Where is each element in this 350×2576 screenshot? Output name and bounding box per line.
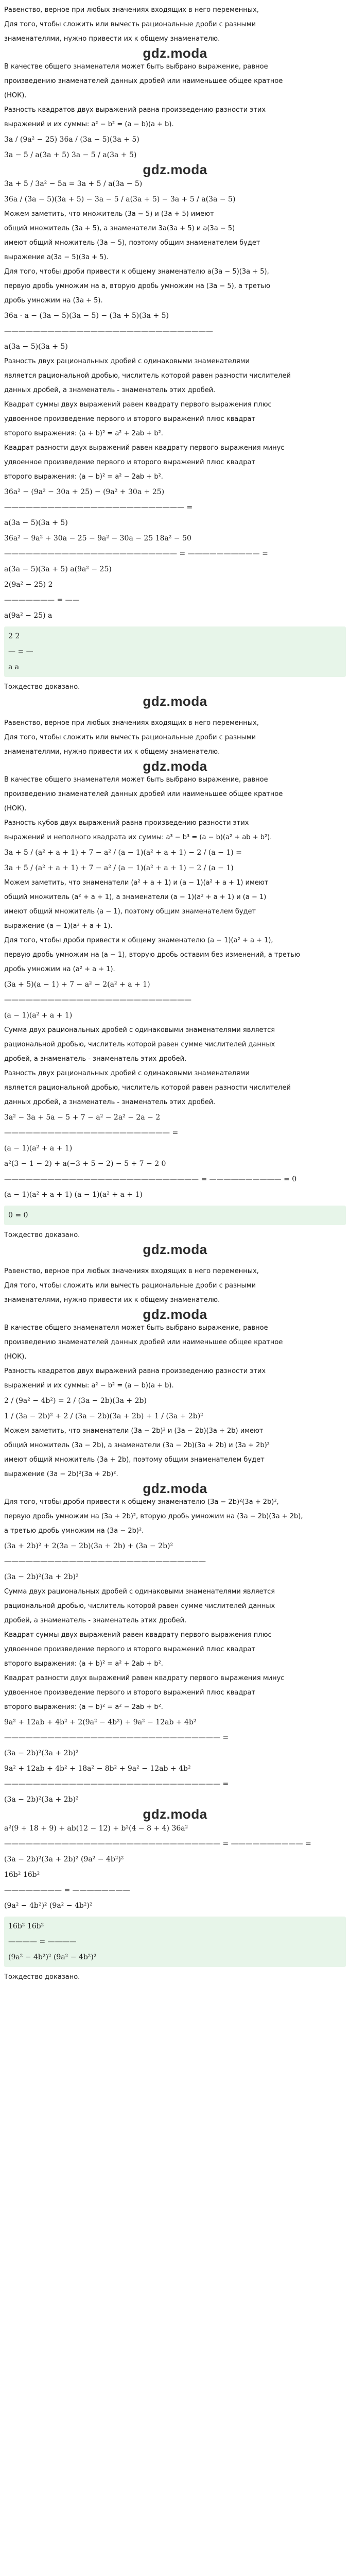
result-box: [4, 1206, 346, 1225]
explain-line: удвоенное произведение первого и второго выражений плюс квадрат: [4, 459, 256, 466]
math-line: ————————————————————————————: [4, 1557, 206, 1566]
explain-line: рациональной дробью, числитель которой равен сумме числителей данных: [4, 1602, 275, 1610]
result-line: (9a² − 4b²)² (9a² − 4b²)²: [8, 1953, 97, 1961]
math-line: 36a² − 9a² + 30a − 25 − 9a² − 30a − 25 18a² − 50: [4, 534, 191, 543]
math-line: 3a − 5 / a(3a + 5) 3a − 5 / a(3a + 5): [4, 151, 137, 159]
intro-line: Разность квадратов двух выражений равна произведению разности этих: [4, 106, 266, 114]
result-box: [4, 626, 346, 677]
intro-line: В качестве общего знаменателя может быть выбрано выражение, равное: [4, 63, 268, 71]
intro-line: В качестве общего знаменателя может быть выбрано выражение, равное: [4, 1324, 268, 1332]
explain-line: Разность двух рациональных дробей с одинаковыми знаменателями: [4, 358, 250, 365]
intro-line: знаменателями, нужно привести их к общему знаменателю.: [4, 748, 220, 756]
math-line: ——————— = ——: [4, 596, 80, 604]
intro-line: Равенство, верное при любых значениях входящих в него переменных,: [4, 719, 259, 727]
math-line: 16b² 16b²: [4, 1871, 40, 1879]
explain-line: Для того, чтобы дроби привести к общему знаменателю (a − 1)(a² + a + 1),: [4, 937, 273, 944]
explain-line: дробь умножим на (a² + a + 1).: [4, 965, 115, 973]
math-line: 9a² + 12ab + 4b² + 18a² − 8b² + 9a² − 12ab + 4b²: [4, 1765, 191, 1773]
explain-line: имеют общий множитель (a − 1), поэтому общим знаменателем будет: [4, 908, 256, 916]
explain-line: общий множитель (3a − 2b), а знаменатели (3a − 2b)(3a + 2b) и (3a + 2b)²: [4, 1442, 270, 1449]
intro-line: выражений и неполного квадрата их суммы: a³ − b³ = (a − b)(a² + ab + b²).: [4, 834, 272, 841]
intro-line: Для того, чтобы сложить или вычесть рациональные дроби с разными: [4, 21, 256, 28]
math-line: a(9a² − 25) a: [4, 612, 52, 620]
math-line: 36a · a − (3a − 5)(3a − 5) − (3a + 5)(3a + 5): [4, 312, 169, 320]
explain-line: выражение a(3a − 5)(3a + 5).: [4, 253, 109, 261]
math-line: ——————————————————————————: [4, 996, 191, 1004]
math-line: —————————————————————————————— =: [4, 1780, 229, 1788]
solution-section-1: [4, 3, 346, 708]
explain-line: имеют общий множитель (3a − 5), поэтому общим знаменателем будет: [4, 239, 260, 247]
explain-line: второго выражения: (a − b)² = a² − 2ab + b².: [4, 1703, 163, 1711]
result-line: a a: [8, 663, 20, 671]
result-line: ———— = ————: [8, 1938, 77, 1946]
explain-line: рациональной дробью, числитель которой равен сумме числителей данных: [4, 1041, 275, 1048]
math-line: a(3a − 5)(3a + 5): [4, 519, 68, 527]
explain-line: первую дробь умножим на (a − 1), вторую дробь оставим без изменений, а третью: [4, 951, 301, 959]
explain-line: Для того, чтобы дроби привести к общему знаменателю (3a − 2b)²(3a + 2b)²,: [4, 1498, 279, 1506]
intro-line: знаменателями, нужно привести их к общему знаменателю.: [4, 1296, 220, 1304]
explain-line: дробей, а знаменатель - знаменатель этих дробей.: [4, 1617, 187, 1624]
explain-line: общий множитель (a² + a + 1), а знаменатели (a − 1)(a² + a + 1) и (a − 1): [4, 893, 267, 901]
math-line: (3a − 2b)²(3a + 2b)²: [4, 1573, 79, 1581]
explain-line: Сумма двух рациональных дробей с одинаковыми знаменателями является: [4, 1588, 275, 1596]
intro-line: Равенство, верное при любых значениях входящих в него переменных,: [4, 1267, 259, 1275]
explain-line: дробей, а знаменатель - знаменатель этих дробей.: [4, 1055, 187, 1063]
math-line: —————————————————————————————: [4, 327, 213, 335]
explain-line: удвоенное произведение первого и второго выражений плюс квадрат: [4, 415, 256, 423]
math-line: 1 / (3a − 2b)² + 2 / (3a − 2b)(3a + 2b) + 1 / (3a + 2b)²: [4, 1412, 203, 1420]
result-line: — = —: [8, 648, 33, 656]
math-line: 36a² − (9a² − 30a + 25) − (9a² + 30a + 25): [4, 488, 165, 496]
explain-line: является рациональной дробью, числитель которой равен разности числителей: [4, 372, 291, 380]
conclusion: Тождество доказано.: [4, 683, 80, 691]
conclusion: Тождество доказано.: [4, 1231, 80, 1239]
math-line: (a − 1)(a² + a + 1) (a − 1)(a² + a + 1): [4, 1191, 143, 1199]
watermark: gdz.moda: [143, 45, 207, 61]
math-line: 3a + 5 / (a² + a + 1) + 7 − a² / (a − 1)(a² + a + 1) − 2 / (a − 1) =: [4, 849, 242, 857]
math-line: ———————————————————————— = —————————— =: [4, 550, 268, 558]
math-line: (3a + 5)(a − 1) + 7 − a² − 2(a² + a + 1): [4, 980, 150, 989]
conclusion: Тождество доказано.: [4, 1973, 80, 1981]
math-line: (3a − 2b)²(3a + 2b)²: [4, 1749, 79, 1757]
math-line: (a − 1)(a² + a + 1): [4, 1144, 73, 1153]
math-line: —————————————————————————————— =: [4, 1734, 229, 1742]
math-line: 36a / (3a − 5)(3a + 5) − 3a − 5 / a(3a + 5) − 3a + 5 / a(3a − 5): [4, 195, 236, 204]
explain-line: первую дробь умножим на a, вторую дробь умножим на (3a − 5), а третью: [4, 282, 271, 290]
explain-line: Разность двух рациональных дробей с одинаковыми знаменателями: [4, 1070, 250, 1077]
intro-line: произведению знаменателей данных дробей или наименьшее общее кратное: [4, 790, 283, 798]
watermark: gdz.moda: [143, 693, 207, 709]
math-line: a²(3 − 1 − 2) + a(−3 + 5 − 2) − 5 + 7 − 2 0: [4, 1160, 166, 1168]
explain-line: выражение (3a − 2b)²(3a + 2b)².: [4, 1470, 118, 1478]
explain-line: а третью дробь умножим на (3a − 2b)².: [4, 1527, 144, 1535]
explain-line: Квадрат разности двух выражений равен квадрату первого выражения минус: [4, 444, 285, 452]
watermark: gdz.moda: [143, 758, 207, 774]
result-line: 2 2: [8, 632, 20, 640]
watermark: gdz.moda: [143, 161, 207, 177]
intro-line: произведению знаменателей данных дробей или наименьшее общее кратное: [4, 1338, 283, 1346]
explain-line: дробь умножим на (3a + 5).: [4, 297, 103, 304]
explain-line: удвоенное произведение первого и второго выражений плюс квадрат: [4, 1689, 256, 1697]
math-line: 2(9a² − 25) 2: [4, 581, 53, 589]
intro-line: (НОК).: [4, 92, 27, 99]
intro-line: Для того, чтобы сложить или вычесть рациональные дроби с разными: [4, 734, 256, 741]
explain-line: удвоенное произведение первого и второго выражений плюс квадрат: [4, 1646, 256, 1653]
intro-line: знаменателями, нужно привести их к общему знаменателю.: [4, 35, 220, 43]
math-line: 3a + 5 / 3a² − 5a = 3a + 5 / a(3a − 5): [4, 180, 143, 188]
explain-line: второго выражения: (a − b)² = a² − 2ab + b².: [4, 473, 163, 481]
explain-line: Можем заметить, что множитель (3a − 5) и (3a + 5) имеют: [4, 210, 214, 218]
math-line: (a − 1)(a² + a + 1): [4, 1011, 73, 1020]
math-line: a(3a − 5)(3a + 5): [4, 343, 68, 351]
math-line: (3a + 2b)² + 2(3a − 2b)(3a + 2b) + (3a − 2b)²: [4, 1542, 173, 1550]
intro-line: В качестве общего знаменателя может быть выбрано выражение, равное: [4, 776, 268, 784]
watermark: gdz.moda: [143, 1806, 207, 1822]
intro-line: Разность кубов двух выражений равна произведению разности этих: [4, 819, 249, 827]
explain-line: второго выражения: (a + b)² = a² + 2ab + b².: [4, 430, 163, 437]
math-line: 2 / (9a² − 4b²) = 2 / (3a − 2b)(3a + 2b): [4, 1397, 147, 1405]
explain-line: Для того, чтобы дроби привести к общему знаменателю a(3a − 5)(3a + 5),: [4, 268, 269, 276]
intro-line: (НОК).: [4, 805, 27, 812]
math-line: (3a − 2b)²(3a + 2b)² (9a² − 4b²)²: [4, 1855, 124, 1863]
explain-line: является рациональной дробью, числитель которой равен разности числителей: [4, 1084, 291, 1092]
explain-line: Можем заметить, что знаменатели (3a − 2b)² и (3a − 2b)(3a + 2b) имеют: [4, 1427, 264, 1435]
explain-line: данных дробей, а знаменатель - знаменатель этих дробей.: [4, 1098, 216, 1106]
watermark: gdz.moda: [143, 1241, 207, 1257]
explain-line: общий множитель (3a + 5), а знаменатели 3a(3a + 5) и a(3a − 5): [4, 225, 235, 232]
math-line: (9a² − 4b²)² (9a² − 4b²)²: [4, 1902, 93, 1910]
result-box: [4, 1917, 346, 1967]
explain-line: второго выражения: (a + b)² = a² + 2ab + b².: [4, 1660, 163, 1668]
solution-section-3: [4, 1264, 346, 1985]
math-line: 3a / (9a² − 25) 36a / (3a − 5)(3a + 5): [4, 135, 139, 144]
intro-line: Для того, чтобы сложить или вычесть рациональные дроби с разными: [4, 1282, 256, 1290]
math-line: a(3a − 5)(3a + 5) a(9a² − 25): [4, 565, 112, 573]
watermark: gdz.moda: [143, 1480, 207, 1496]
result-line: 16b² 16b²: [8, 1922, 44, 1930]
intro-line: произведению знаменателей данных дробей или наименьшее общее кратное: [4, 77, 283, 85]
math-line: a²(9 + 18 + 9) + ab(12 − 12) + b²(4 − 8 + 4) 36a²: [4, 1824, 188, 1833]
explain-line: данных дробей, а знаменатель - знаменатель этих дробей.: [4, 386, 216, 394]
explain-line: Квадрат разности двух выражений равен квадрату первого выражения минус: [4, 1674, 285, 1682]
solution-section-2: [4, 716, 346, 1256]
intro-line: Разность квадратов двух выражений равна произведению разности этих: [4, 1367, 266, 1375]
explain-line: Сумма двух рациональных дробей с одинаковыми знаменателями является: [4, 1026, 275, 1034]
intro-line: выражений и их суммы: a² − b² = (a − b)(a + b).: [4, 121, 174, 128]
math-line: ———————— = ————————: [4, 1886, 130, 1894]
math-line: ————————————————————————— =: [4, 503, 193, 512]
explain-line: первую дробь умножим на (3a + 2b)², вторую дробь умножим на (3a − 2b)(3a + 2b),: [4, 1513, 303, 1520]
intro-line: (НОК).: [4, 1353, 27, 1361]
math-line: —————————————————————————————— = —————————— =: [4, 1840, 311, 1848]
intro-line: выражений и их суммы: a² − b² = (a − b)(a + b).: [4, 1382, 174, 1389]
math-line: 3a + 5 / (a² + a + 1) + 7 − a² / (a − 1)(a² + a + 1) − 2 / (a − 1): [4, 864, 234, 872]
explain-line: Квадрат суммы двух выражений равен квадрату первого выражения плюс: [4, 1631, 272, 1639]
intro-line: Равенство, верное при любых значениях входящих в него переменных,: [4, 6, 259, 14]
watermark: gdz.moda: [143, 1306, 207, 1322]
explain-line: выражение (a − 1)(a² + a + 1).: [4, 922, 113, 930]
math-line: 3a² − 3a + 5a − 5 + 7 − a² − 2a² − 2a − 2: [4, 1113, 161, 1122]
result-line: 0 = 0: [8, 1211, 28, 1219]
math-line: ——————————————————————————— = —————————— = 0: [4, 1175, 297, 1183]
explain-line: Можем заметить, что знаменатели (a² + a + 1) и (a − 1)(a² + a + 1) имеют: [4, 879, 269, 887]
explain-line: Квадрат суммы двух выражений равен квадрату первого выражения плюс: [4, 401, 272, 409]
explain-line: имеют общий множитель (3a + 2b), поэтому общим знаменателем будет: [4, 1456, 265, 1464]
math-line: 9a² + 12ab + 4b² + 2(9a² − 4b²) + 9a² − 12ab + 4b²: [4, 1718, 197, 1726]
math-line: (3a − 2b)²(3a + 2b)²: [4, 1795, 79, 1804]
math-line: ——————————————————————— =: [4, 1129, 179, 1137]
